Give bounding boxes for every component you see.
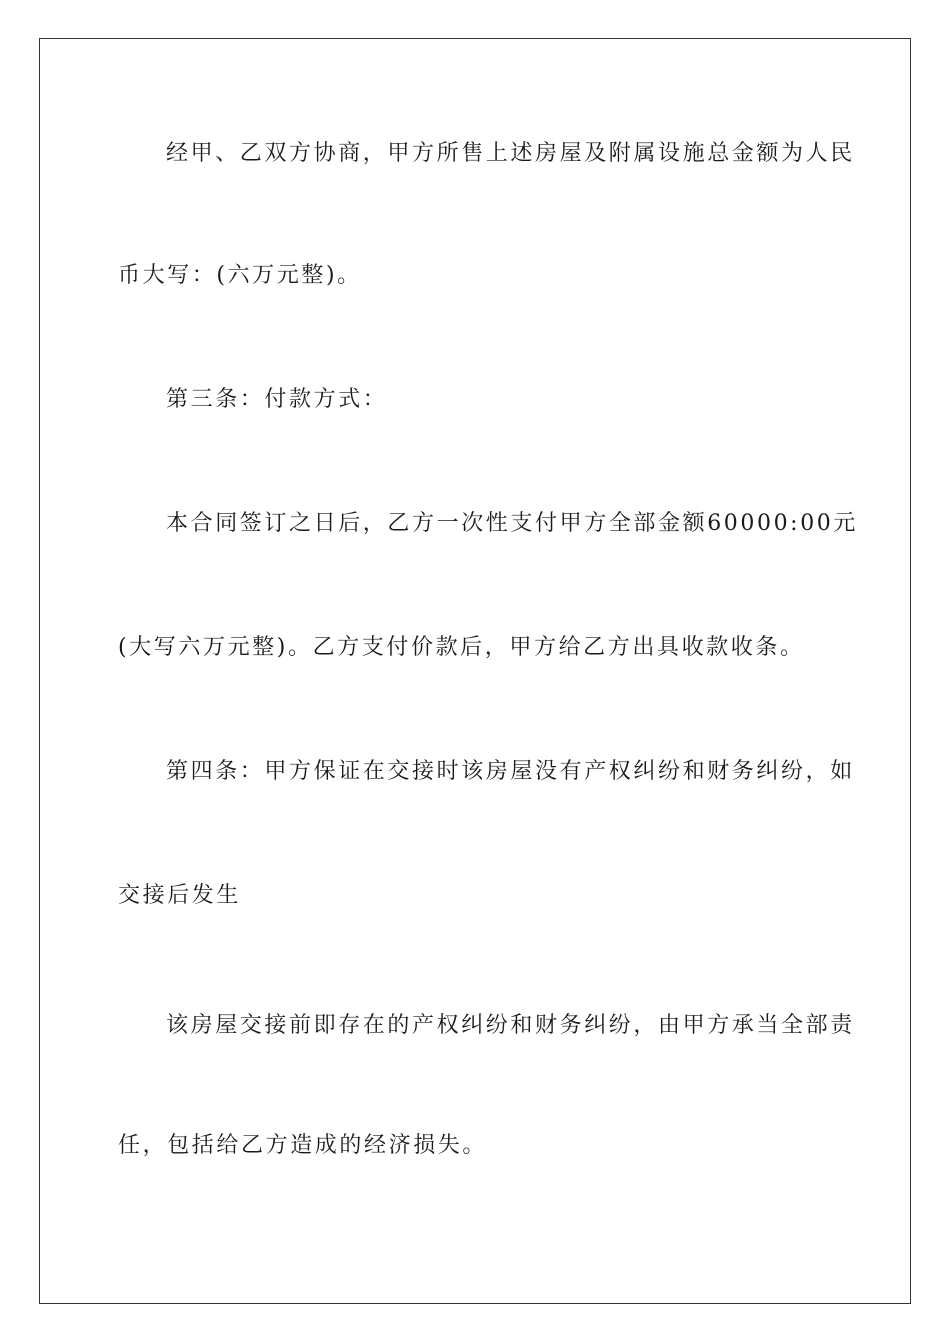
paragraph-line-4: 本合同签订之日后，乙方一次性支付甲方全部金额60000:00元	[166, 511, 858, 536]
paragraph-line-8: 该房屋交接前即存在的产权纠纷和财务纠纷，由甲方承当全部责	[166, 1013, 855, 1038]
paragraph-line-1: 经甲、乙双方协商，甲方所售上述房屋及附属设施总金额为人民	[166, 141, 855, 166]
clause-4-line-2: 交接后发生	[118, 883, 242, 908]
paragraph-line-5: (大写六万元整)。乙方支付价款后，甲方给乙方出具收款收条。	[118, 635, 805, 660]
paragraph-line-2: 币大写：(六万元整)。	[118, 263, 362, 288]
clause-4-line-1: 第四条：甲方保证在交接时该房屋没有产权纠纷和财务纠纷，如	[166, 759, 855, 784]
page-border	[39, 38, 911, 1304]
clause-3-heading: 第三条：付款方式：	[166, 387, 388, 412]
paragraph-line-9: 任，包括给乙方造成的经济损失。	[118, 1133, 488, 1158]
